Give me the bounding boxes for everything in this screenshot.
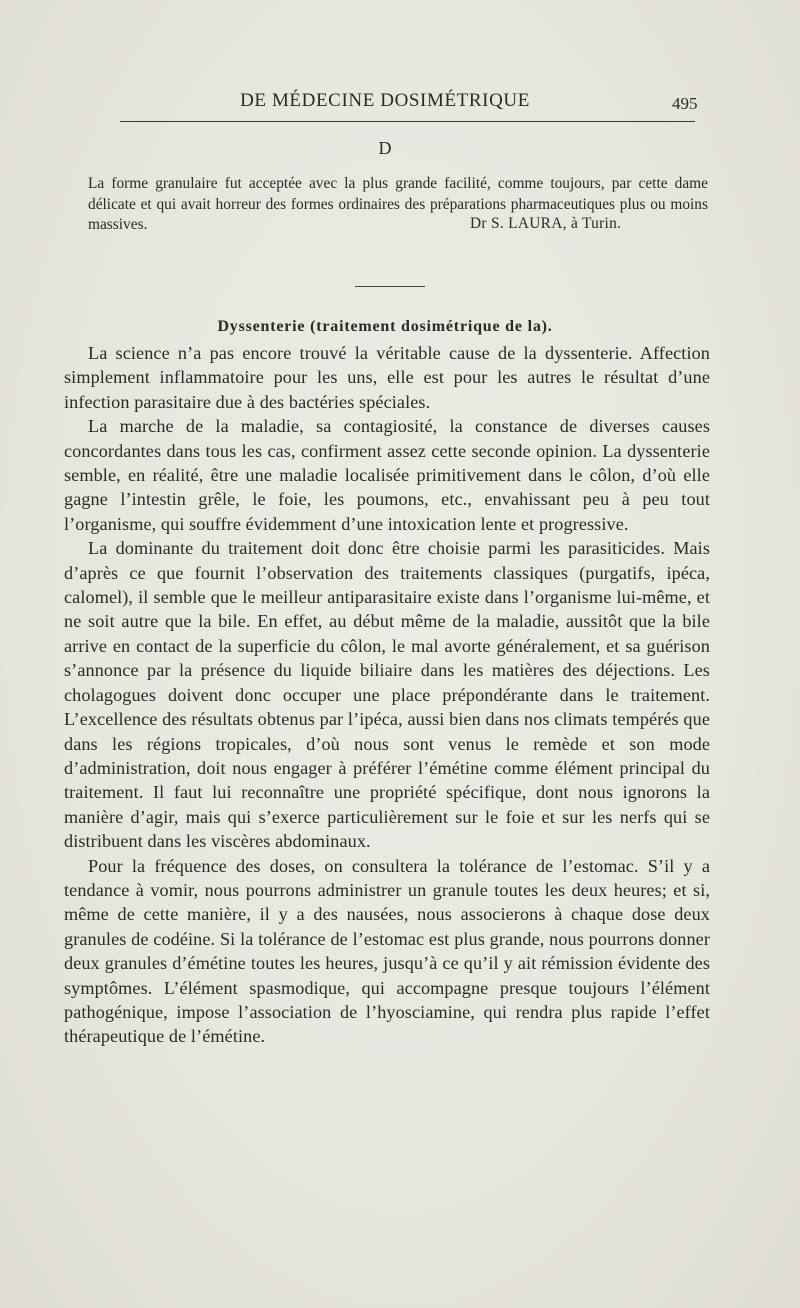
paragraph: La dominante du traitement doit donc être choisie parmi les parasiticides. Mais d’après ce que fournit l’observation des traitements classiques (purgatifs, ipéca, calomel), il semble que le meilleur antiparasitaire existe dans l’organisme lui-même, et ne soit autre que la bile. En effet, au début même de la maladie, aussitôt que la bile arrive en contact de la superficie du côlon, le mal avorte généralement, et sa guérison s’annonce par la présence du liquide biliaire dans les matières des déjections. Les cholagogues doivent donc occuper une place prépondérante dans le traitement. L’excellence des résultats obtenus par l’ipéca, aussi bien dans nos climats tempérés que dans les régions tropicales, d’où nous sont venus le remède et son mode d’administration, doit nous engager à préférer l’émétine comme élément principal du traitement. Il faut lui reconnaître une propriété spécifique, dont nous ignorons la manière d’agir, mais qui s’exerce particulièrement sur le foie et sur les nerfs qui se distribuent dans les viscères abdominaux.	[64, 538, 710, 852]
article-title: Dyssenterie (traitement dosimétrique de la).	[217, 318, 553, 335]
running-head	[0, 88, 800, 118]
section-letter: D	[378, 138, 392, 158]
separator-rule	[355, 286, 425, 287]
running-title: DE MÉDECINE DOSIMÉTRIQUE	[240, 90, 530, 111]
paragraph: La science n’a pas encore trouvé la véritable cause de la dyssenterie. Affection simplement inflammatoire pour les uns, elle est pour les autres le résultat d’une infection parasitaire due à des bactéries spéciales.	[64, 343, 710, 412]
paragraph: La marche de la maladie, sa contagiosité, la constance de diverses causes concordantes dans tous les cas, confirment assez cette seconde opinion. La dyssenterie semble, en réalité, être une maladie localisée primitivement dans le côlon, d’où elle gagne l’intestin grêle, le foie, les poumons, etc., envahissant peu à peu tout l’organisme, qui souffre évidemment d’une intoxication lente et progressive.	[64, 416, 710, 534]
article-body	[64, 341, 710, 1049]
paragraph: Pour la fréquence des doses, on consultera la tolérance de l’estomac. S’il y a tendance à vomir, nous pourrons administrer un granule toutes les deux heures; et si, même de cette manière, il y a des nausées, nous associerons à chaque dose deux granules de codéine. Si la tolérance de l’estomac est plus grande, nous pourrons donner deux granules d’émétine toutes les heures, jusqu’à ce qu’il y ait rémission évidente des symptômes. L’élément spasmodique, qui accompagne presque toujours l’élément pathogénique, impose l’association de l’hyosciamine, qui rendra plus rapide l’effet thérapeutique de l’émétine.	[64, 855, 710, 1047]
header-rule	[120, 121, 695, 122]
page-number: 495	[672, 94, 698, 113]
author-signature: Dr S. LAURA, à Turin.	[470, 215, 622, 232]
note-text: La forme granulaire fut acceptée avec la plus grande facilité, comme toujours, par cette dame délicate et qui avait horreur des formes ordinaires des préparations pharmaceutiques plus ou moins massives.	[88, 175, 708, 233]
